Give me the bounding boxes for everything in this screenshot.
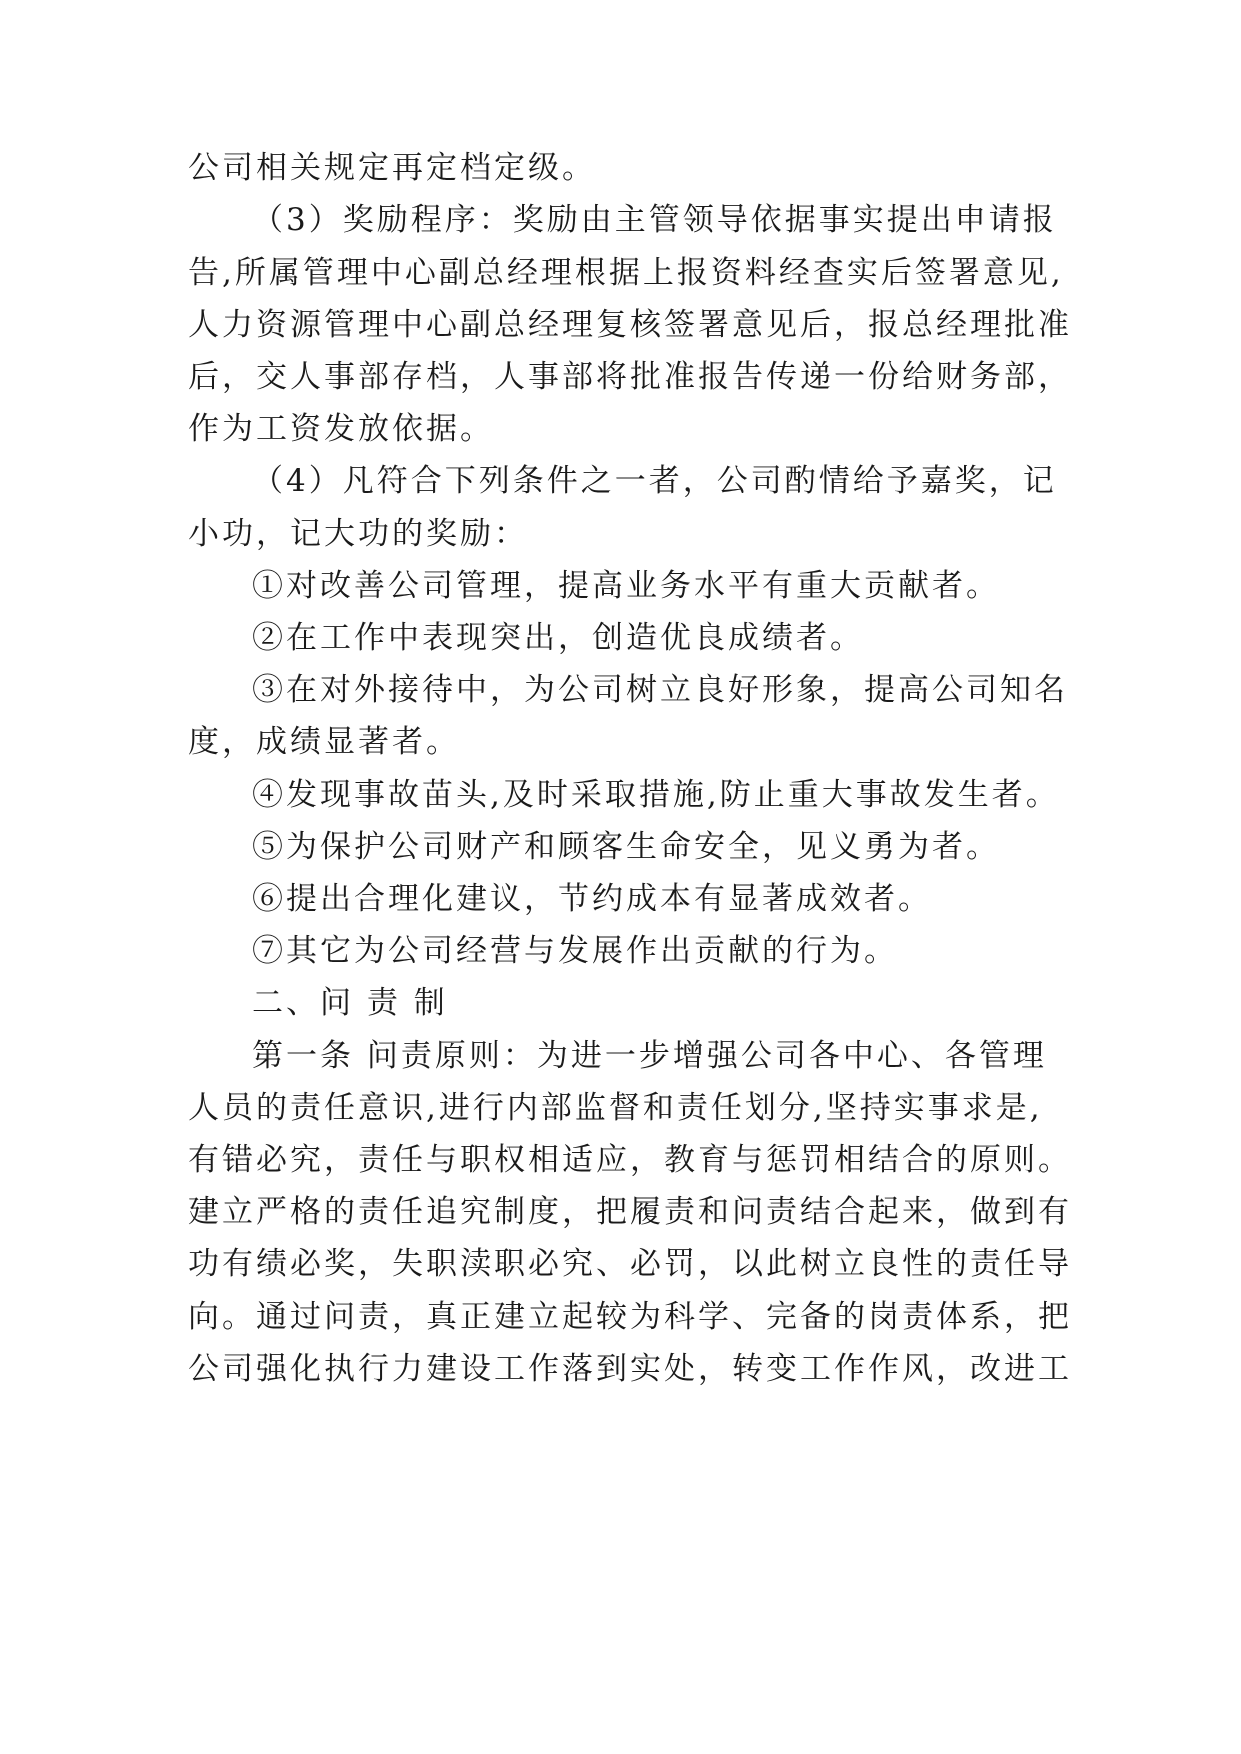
- text-line: 度，成绩显著者。: [188, 724, 460, 760]
- text-line: 功有绩必奖，失职渎职必究、必罚，以此树立良性的责任导: [188, 1246, 1072, 1282]
- text-line: 有错必究，责任与职权相适应，教育与惩罚相结合的原则。: [188, 1142, 1072, 1178]
- text-line: 向。通过问责，真正建立起较为科学、完备的岗责体系，把: [188, 1299, 1072, 1335]
- text-line: 建立严格的责任追究制度，把履责和问责结合起来，做到有: [188, 1194, 1072, 1230]
- text-line: 人员的责任意识,进行内部监督和责任划分,坚持实事求是,: [188, 1090, 1043, 1126]
- text-line: ②在工作中表现突出，创造优良成绩者。: [252, 620, 864, 656]
- text-line: 公司相关规定再定档定级。: [188, 150, 596, 186]
- text-line: 告,所属管理中心副总经理根据上报资料经查实后签署意见,: [188, 255, 1064, 291]
- text-line: ④发现事故苗头,及时采取措施,防止重大事故发生者。: [252, 777, 1060, 813]
- text-line: ⑦其它为公司经营与发展作出贡献的行为。: [252, 933, 898, 969]
- text-line: 小功，记大功的奖励：: [188, 516, 528, 552]
- text-line: ③在对外接待中，为公司树立良好形象，提高公司知名: [252, 672, 1068, 708]
- text-line: （4）凡符合下列条件之一者，公司酌情给予嘉奖，记: [252, 463, 1057, 499]
- section-heading: 二、问 责 制: [252, 985, 448, 1021]
- text-line: 第一条 问责原则：为进一步增强公司各中心、各管理: [252, 1038, 1047, 1074]
- text-line: 公司强化执行力建设工作落到实处，转变工作作风，改进工: [188, 1351, 1072, 1387]
- text-line: ①对改善公司管理，提高业务水平有重大贡献者。: [252, 568, 1000, 604]
- text-line: ⑤为保护公司财产和顾客生命安全，见义勇为者。: [252, 829, 1000, 865]
- text-line: 后，交人事部存档，人事部将批准报告传递一份给财务部，: [188, 359, 1072, 395]
- text-line: ⑥提出合理化建议，节约成本有显著成效者。: [252, 881, 932, 917]
- text-line: （3）奖励程序：奖励由主管领导依据事实提出申请报: [252, 202, 1057, 238]
- text-line: 作为工资发放依据。: [188, 411, 494, 447]
- text-line: 人力资源管理中心副总经理复核签署意见后，报总经理批准: [188, 307, 1072, 343]
